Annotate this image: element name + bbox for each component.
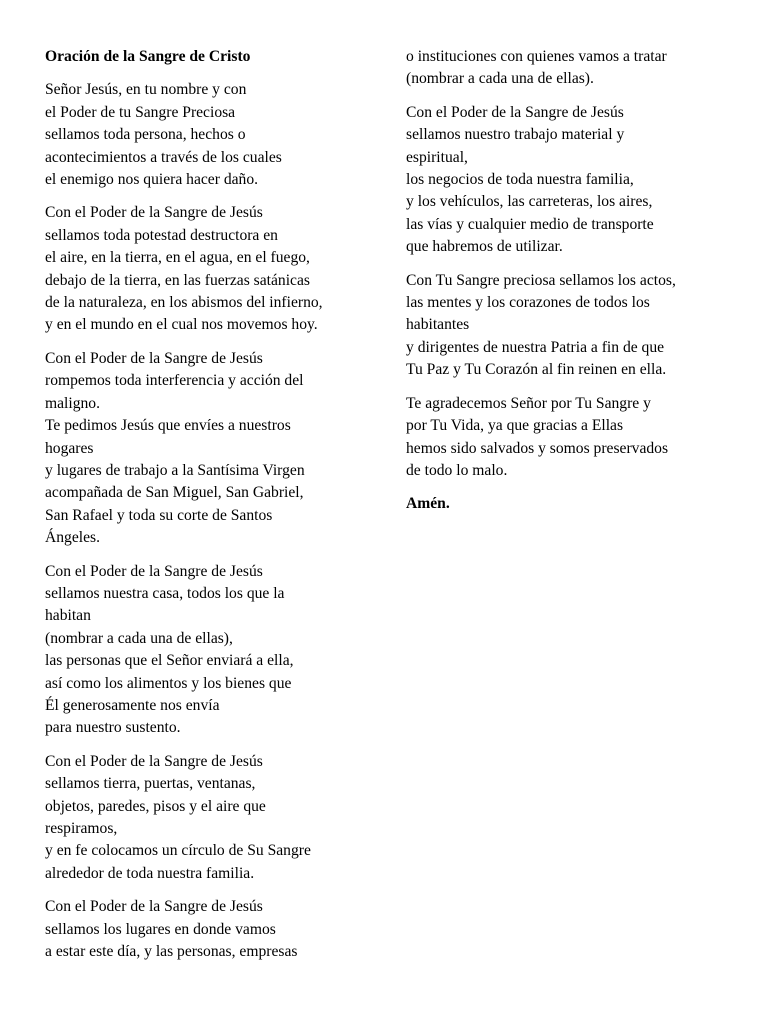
text-line: hogares [45, 439, 94, 457]
text-line: hemos sido salvados y somos preservados [406, 439, 669, 457]
text-line: Con el Poder de la Sangre de Jesús [45, 204, 263, 222]
text-line: y en el mundo en el cual nos movemos hoy. [45, 316, 318, 334]
text-line: de la naturaleza, en los abismos del infierno, [45, 294, 323, 312]
text-line: el enemigo nos quiera hacer daño. [45, 171, 259, 189]
text-line: o instituciones con quienes vamos a tratar [406, 48, 667, 65]
paragraph [45, 202, 375, 336]
text-line: Con el Poder de la Sangre de Jesús [45, 752, 263, 770]
text-line: rompemos toda interferencia y acción del [45, 372, 304, 390]
text-line: (nombrar a cada una de ellas), [45, 629, 233, 647]
text-line: las mentes y los corazones de todos los [406, 294, 650, 312]
text-line: Te pedimos Jesús que envíes a nuestros [45, 417, 291, 435]
text-line: Él generosamente nos envía [45, 696, 220, 714]
right-column [406, 46, 736, 527]
text-line: acompañada de San Miguel, San Gabriel, [45, 484, 304, 502]
text-line: San Rafael y toda su corte de Santos [45, 506, 273, 524]
text-line: así como los alimentos y los bienes que [45, 674, 292, 692]
text-line: el aire, en la tierra, en el agua, en el fuego, [45, 249, 310, 267]
paragraph [406, 270, 736, 382]
text-line: maligno. [45, 394, 101, 412]
text-line: debajo de la tierra, en las fuerzas satánicas [45, 271, 310, 289]
text-line: (nombrar a cada una de ellas). [406, 70, 594, 88]
left-paragraphs [45, 79, 375, 963]
paragraph [406, 393, 736, 483]
paragraph [45, 751, 375, 885]
text-line: Con el Poder de la Sangre de Jesús [45, 562, 263, 580]
text-line: las personas que el Señor enviará a ella, [45, 652, 294, 670]
paragraph [45, 79, 375, 191]
text-line: a estar este día, y las personas, empresas [45, 943, 298, 961]
paragraph [406, 102, 736, 259]
text-line: acontecimientos a través de los cuales [45, 148, 282, 166]
text-line: Con el Poder de la Sangre de Jesús [45, 898, 263, 916]
text-line: las vías y cualquier medio de transporte [406, 215, 654, 233]
text-line: Con el Poder de la Sangre de Jesús [406, 103, 624, 121]
right-paragraphs [406, 46, 736, 482]
paragraph [406, 46, 736, 91]
text-line: espiritual, [406, 148, 468, 166]
text-line: habitantes [406, 316, 470, 334]
text-line: Ángeles. [45, 529, 100, 547]
text-line: sellamos toda persona, hechos o [45, 126, 246, 144]
text-line: para nuestro sustento. [45, 719, 181, 737]
text-line: habitan [45, 607, 91, 625]
left-column [45, 46, 375, 974]
paragraph [45, 561, 375, 740]
text-line: los negocios de toda nuestra familia, [406, 171, 634, 189]
text-line: sellamos los lugares en donde vamos [45, 920, 276, 938]
text-line: Señor Jesús, en tu nombre y con [45, 81, 247, 99]
closing-amen: Amén. [406, 495, 450, 513]
text-line: que habremos de utilizar. [406, 238, 563, 256]
text-line: sellamos nuestra casa, todos los que la [45, 584, 285, 602]
text-line: el Poder de tu Sangre Preciosa [45, 103, 236, 121]
paragraph [45, 896, 375, 963]
text-line: sellamos tierra, puertas, ventanas, [45, 775, 256, 793]
text-line: Con el Poder de la Sangre de Jesús [45, 349, 263, 367]
paragraph [45, 348, 375, 550]
text-line: objetos, paredes, pisos y el aire que [45, 797, 266, 815]
text-line: sellamos toda potestad destructora en [45, 226, 278, 244]
text-line: por Tu Vida, ya que gracias a Ellas [406, 417, 624, 435]
document-title: Oración de la Sangre de Cristo [45, 48, 251, 65]
text-line: Te agradecemos Señor por Tu Sangre y [406, 394, 651, 412]
text-line: y los vehículos, las carreteras, los aires, [406, 193, 653, 211]
text-line: sellamos nuestro trabajo material y [406, 126, 625, 144]
text-line: y dirigentes de nuestra Patria a fin de que [406, 338, 665, 356]
text-line: alrededor de toda nuestra familia. [45, 864, 255, 882]
text-line: y lugares de trabajo a la Santísima Virgen [45, 461, 305, 479]
text-line: de todo lo malo. [406, 461, 508, 479]
text-line: Tu Paz y Tu Corazón al fin reinen en ella. [406, 361, 667, 379]
text-line: Con Tu Sangre preciosa sellamos los actos, [406, 271, 676, 289]
text-line: y en fe colocamos un círculo de Su Sangre [45, 842, 311, 860]
text-line: respiramos, [45, 820, 118, 837]
